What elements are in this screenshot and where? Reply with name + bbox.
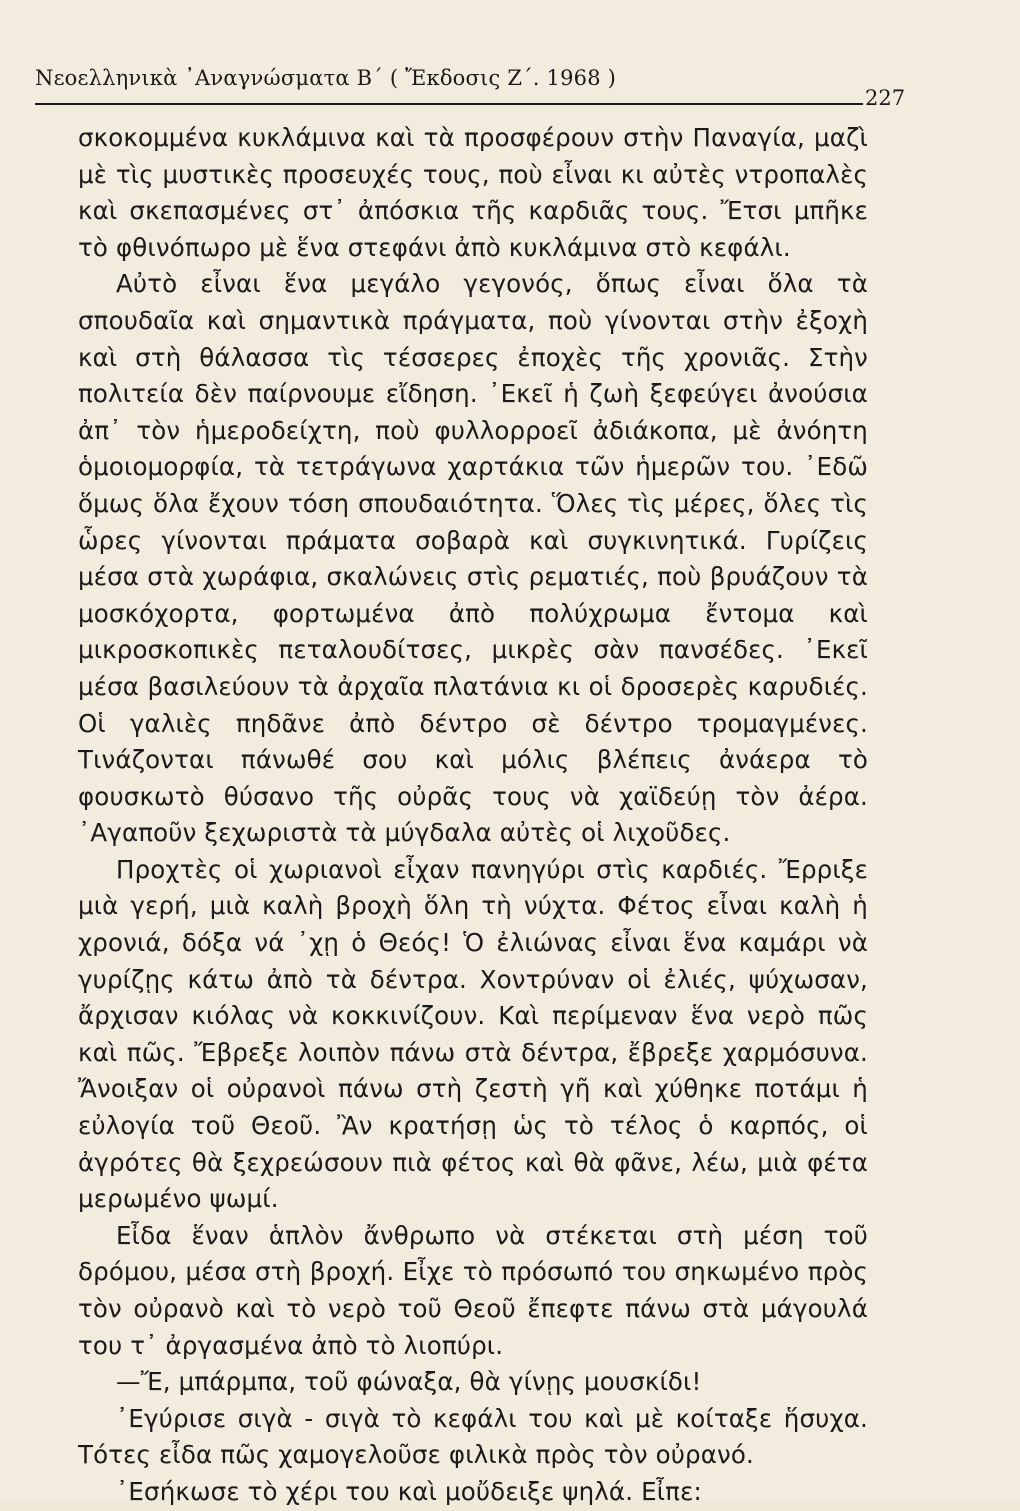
paragraph-2: Αὐτὸ εἶναι ἕνα μεγάλο γεγονός, ὅπως εἶναι ὅλα τὰ σπουδαῖα καὶ σημαντικὰ πράγματα, ποὺ γίνονται στὴν ἐξοχὴ καὶ στὴ θάλασσα τὶς τέσσερες ἐποχὲς τῆς χρονιᾶς. Στὴν πολιτεία δὲν παίρνουμε εἴδηση. ᾿Εκεῖ ἡ ζωὴ ξεφεύγει ἀνούσια ἀπ᾿ τὸν ἡμεροδείχτη, ποὺ φυλλορροεῖ ἀδιάκοπα, μὲ ἀνόητη ὁμοιομορφία, τὰ τετράγωνα χαρτάκια τῶν ἡμερῶν του. ᾿Εδῶ ὅμως ὅλα ἔχουν τόση σπουδαιότητα. Ὅλες τὶς μέρες, ὅλες τὶς ὧρες γίνονται πράματα σοβαρὰ καὶ συγκινητικά. Γυρίζεις μέσα στὰ χωράφια, σκαλώνεις στὶς ρεματιές, ποὺ βρυάζουν τὰ μοσκόχορτα, φορτωμένα ἀπὸ πολύχρωμα ἔντομα καὶ μικροσκοπικὲς πεταλουδίτσες, μικρὲς σὰν πανσέδες. ᾿Εκεῖ μέσα βασιλεύουν τὰ ἀρχαῖα πλατάνια κι οἱ δροσερὲς καρυδιές. Οἱ γαλιὲς πηδᾶνε ἀπὸ δέντρο σὲ δέντρο τρομαγμένες. Τινάζονται πάνωθέ σου καὶ μόλις βλέπεις ἀνάερα τὸ φουσκωτὸ θύσανο τῆς οὐρᾶς τους νὰ χαϊδεύῃ τὸν ἀέρα. ᾿Αγαποῦν ξεχωριστὰ τὰ μύγδαλα αὐτὲς οἱ λιχοῦδες.: [78, 269, 868, 848]
paragraph-6: ᾿Εγύρισε σιγὰ - σιγὰ τὸ κεφάλι του καὶ μὲ κοίταξε ἥσυχα. Τότες εἶδα πῶς χαμογελοῦσε φιλικὰ πρὸς τὸν οὐρανό.: [78, 1403, 868, 1470]
body-text: [78, 120, 868, 1511]
paragraph-3: Προχτὲς οἱ χωριανοὶ εἶχαν πανηγύρι στὶς καρδιές. Ἔρριξε μιὰ γερή, μιὰ καλὴ βροχὴ ὅλη τὴ νύχτα. Φέτος εἶναι καλὴ ἡ χρονιά, δόξα νά ᾿χῃ ὁ Θεός! Ὁ ἐλιώνας εἶναι ἕνα καμάρι νὰ γυρίζῃς κάτω ἀπὸ τὰ δέντρα. Χοντρύναν οἱ ἐλιές, ψύχωσαν, ἄρχισαν κιόλας νὰ κοκκινίζουν. Καὶ περίμεναν ἕνα νερὸ πῶς καὶ πῶς. Ἔβρεξε λοιπὸν πάνω στὰ δέντρα, ἔβρεξε χαρμόσυνα. Ἄνοιξαν οἱ οὐρανοὶ πάνω στὴ ζεστὴ γῆ καὶ χύθηκε ποτάμι ἡ εὐλογία τοῦ Θεοῦ. Ἂν κρατήσῃ ὡς τὸ τέλος ὁ καρπός, οἱ ἀγρότες θὰ ξεχρεώσουν πιὰ φέτος καὶ θὰ φᾶνε, λέω, μιὰ φέτα μερωμένο ψωμί.: [78, 854, 868, 1214]
paragraph-4: Εἶδα ἕναν ἁπλὸν ἄνθρωπο νὰ στέκεται στὴ μέση τοῦ δρόμου, μέσα στὴ βροχή. Εἶχε τὸ πρόσωπό του σηκωμένο πρὸς τὸν οὐρανὸ καὶ τὸ νερὸ τοῦ Θεοῦ ἔπεφτε πάνω στὰ μάγουλά του τ᾿ ἀργασμένα ἀπὸ τὸ λιοπύρι.: [78, 1220, 868, 1360]
page-number: 227: [865, 86, 906, 110]
page-header: [35, 60, 906, 110]
paragraph-5: —Ἔ, μπάρμπα, τοῦ φώναξα, θὰ γίνῃς μουσκίδι!: [116, 1367, 702, 1397]
header-rule: [35, 103, 863, 105]
paragraph-7: ᾿Εσήκωσε τὸ χέρι του καὶ μοὔδειξε ψηλά. Εἶπε:: [116, 1476, 702, 1506]
paragraph-1: σκοκομμένα κυκλάμινα καὶ τὰ προσφέρουν στὴν Παναγία, μαζὶ μὲ τὶς μυστικὲς προσευχές τους, ποὺ εἶναι κι αὐτὲς ντροπαλὲς καὶ σκεπασμένες στ᾿ ἀπόσκια τῆς καρδιᾶς τους. Ἔτσι μπῆκε τὸ φθινόπωρο μὲ ἕνα στεφάνι ἀπὸ κυκλάμινα στὸ κεφάλι.: [78, 123, 868, 262]
running-head: Νεοελληνικὰ ᾿Αναγνώσματα Β΄ ( Ἔκδοσις Ζ΄. 1968 ): [35, 66, 617, 90]
